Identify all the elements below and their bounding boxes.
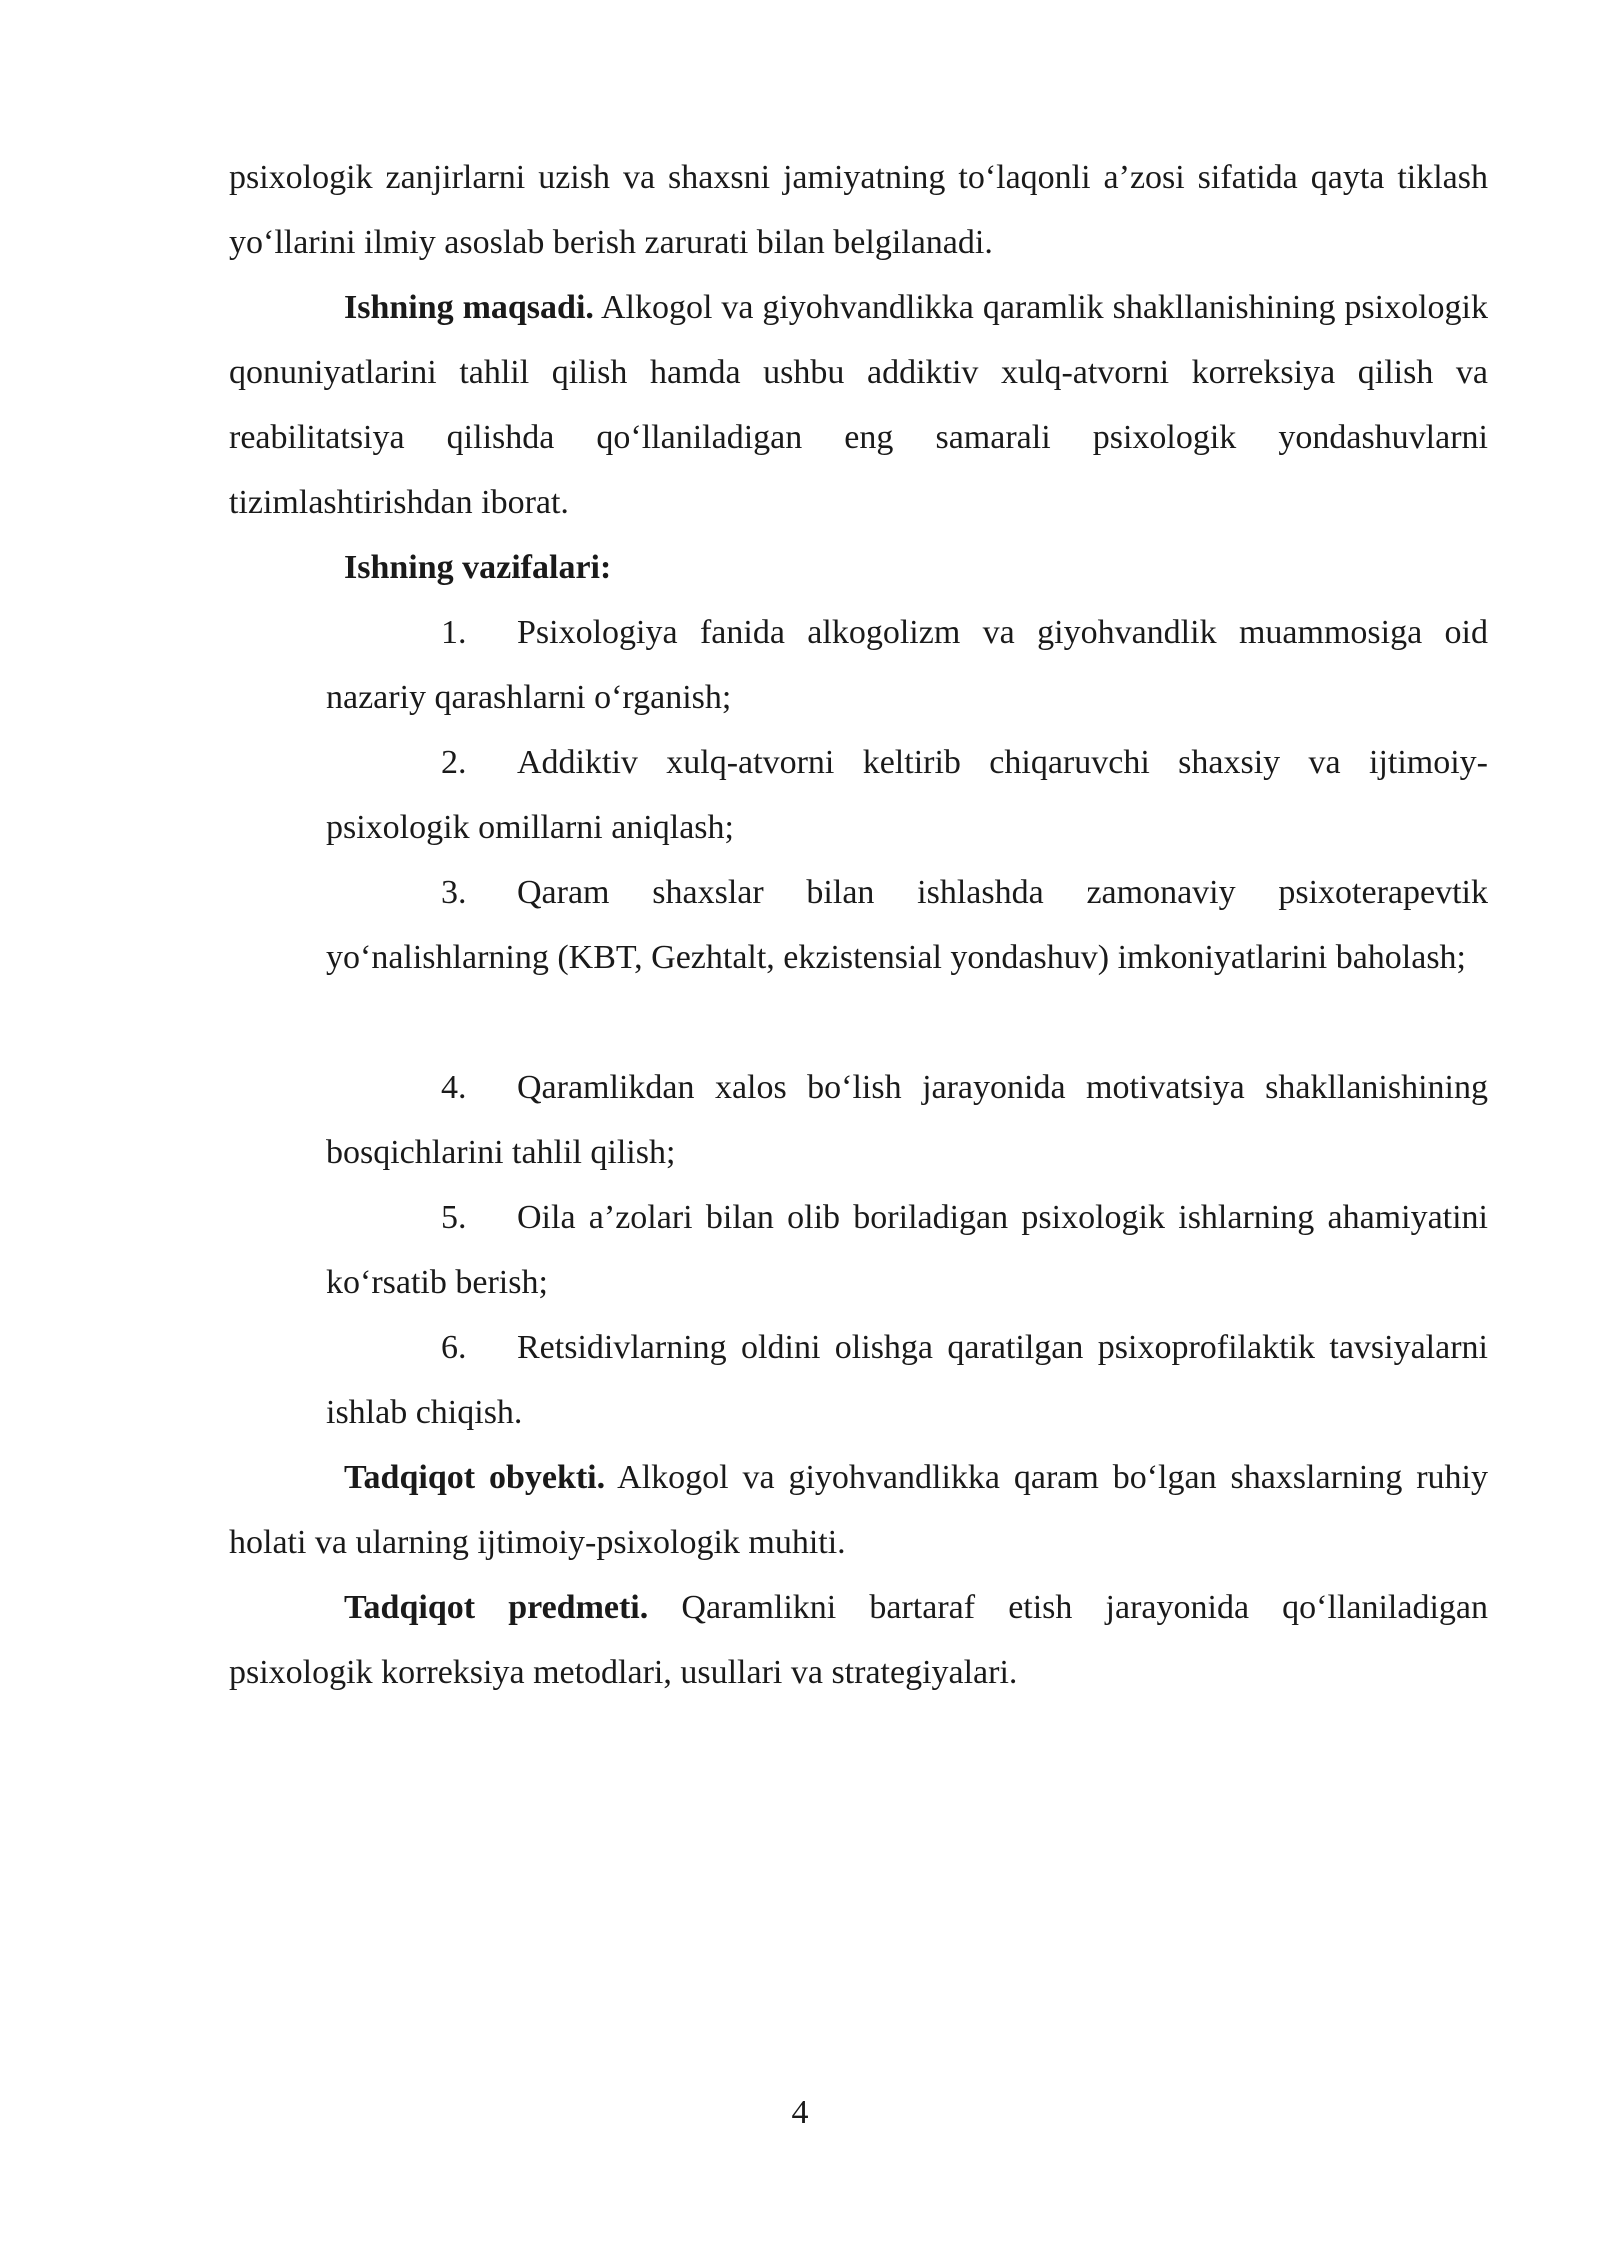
task-item-5 (326, 1185, 1488, 1315)
subject-paragraph (229, 1575, 1488, 1705)
task-text: Qaram shaxslar bilan ishlashda zamonaviy psixoterapevtik yo‘nalishlarning (KBT, Gezhtalt, ekzistensial yondashuv) imkoniyatlarini baholash; (326, 874, 1488, 976)
goal-heading: Ishning maqsadi. (344, 289, 594, 326)
task-item-6 (326, 1315, 1488, 1445)
object-heading: Tadqiqot obyekti. (344, 1459, 606, 1496)
subject-heading: Tadqiqot predmeti. (344, 1589, 649, 1626)
task-text: Psixologiya fanida alkogolizm va giyohvandlik muammosiga oid nazariy qarashlarni o‘rganish; (326, 614, 1488, 716)
goal-paragraph (229, 275, 1488, 535)
task-text: Retsidivlarning oldini olishga qaratilgan psixoprofilaktik tavsiyalarni ishlab chiqish. (326, 1329, 1488, 1431)
page-number: 4 (791, 2094, 809, 2131)
task-item-1 (326, 600, 1488, 730)
subject-text: Qaramlikni bartaraf etish jarayonida qo‘llaniladigan psixologik korreksiya metodlari, usullari va strategiyalari. (229, 1589, 1488, 1691)
task-text: Oila a’zolari bilan olib boriladigan psixologik ishlarning ahamiyatini ko‘rsatib berish; (326, 1199, 1488, 1301)
task-number: 2. (441, 744, 467, 781)
object-text: Alkogol va giyohvandlikka qaram bo‘lgan shaxslarning ruhiy holati va ularning ijtimoiy-psixologik muhiti. (229, 1459, 1488, 1561)
task-number: 5. (441, 1199, 467, 1236)
task-number: 1. (441, 614, 467, 651)
task-number: 4. (441, 1069, 467, 1106)
intro-paragraph: psixologik zanjirlarni uzish va shaxsni jamiyatning to‘laqonli a’zosi sifatida qayta tiklash yo‘llarini ilmiy asoslab berish zarurati bilan belgilanadi. (229, 159, 1488, 261)
task-number: 3. (441, 874, 467, 911)
tasks-heading: Ishning vazifalari: (344, 549, 612, 586)
task-item-3 (326, 860, 1488, 990)
object-paragraph (229, 1445, 1488, 1575)
task-item-2 (326, 730, 1488, 860)
task-item-4 (326, 1055, 1488, 1185)
goal-text: Alkogol va giyohvandlikka qaramlik shakllanishining psixologik qonuniyatlarini tahlil qilish hamda ushbu addiktiv xulq-atvorni korreksiya qilish va reabilitatsiya qilishda qo‘llaniladigan eng samarali psixologik yondashuvlarni tizimlashtirishdan iborat. (229, 289, 1488, 521)
task-text: Qaramlikdan xalos bo‘lish jarayonida motivatsiya shakllanishining bosqichlarini tahlil qilish; (326, 1069, 1488, 1171)
task-number: 6. (441, 1329, 467, 1366)
task-text: Addiktiv xulq-atvorni keltirib chiqaruvchi shaxsiy va ijtimoiy-psixologik omillarni aniqlash; (326, 744, 1488, 846)
